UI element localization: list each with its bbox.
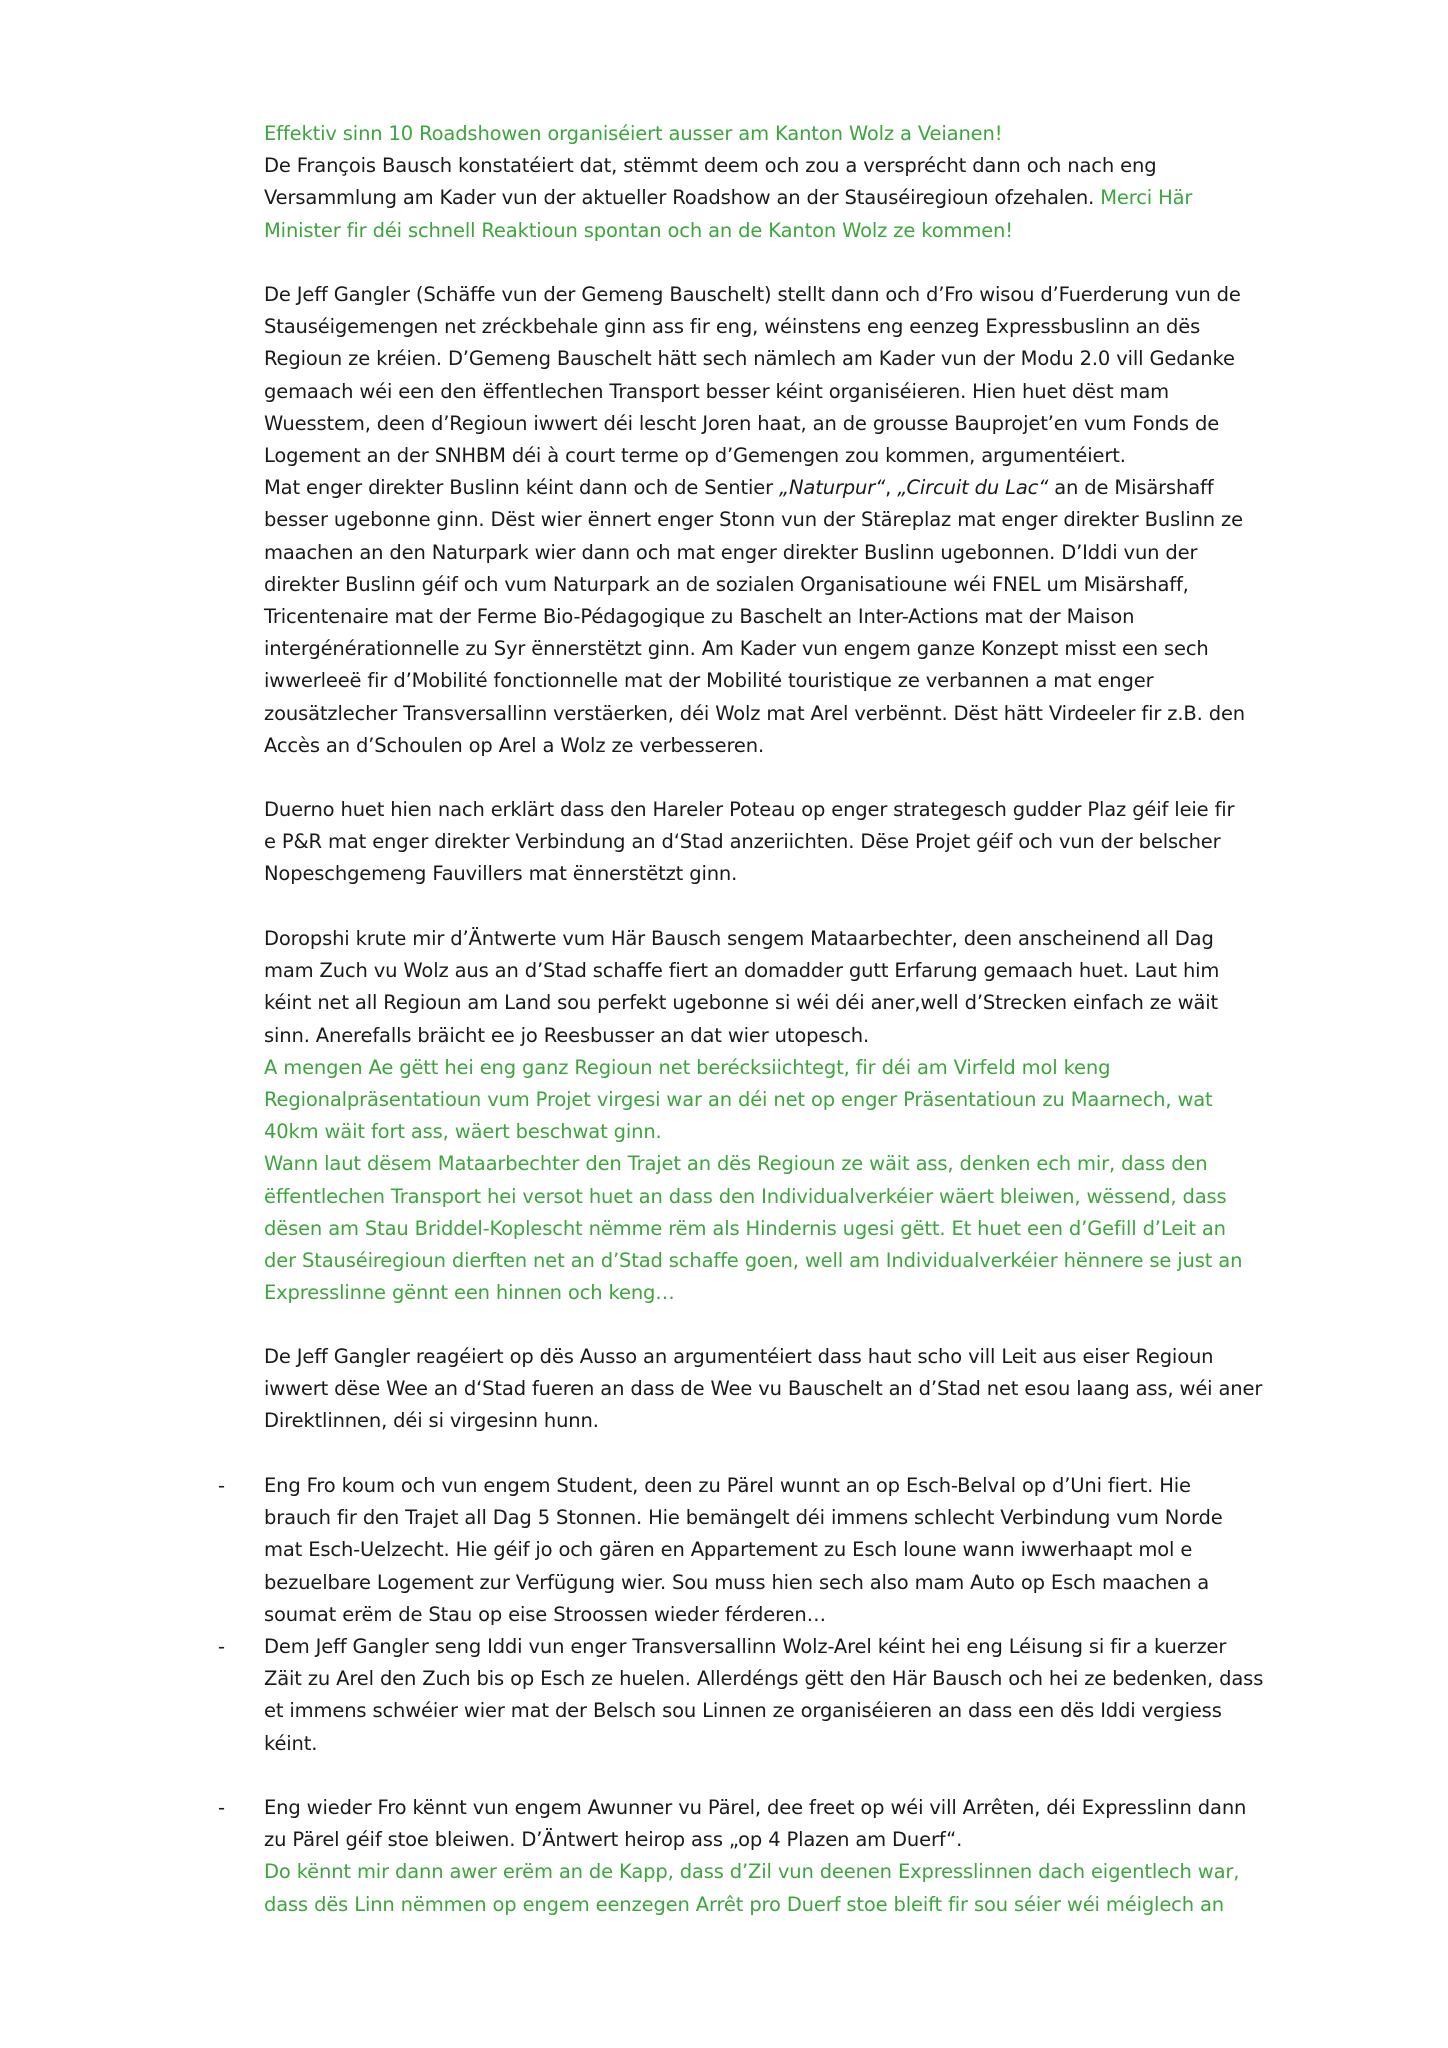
body-text: Logement an der SNHBM déi à court terme op d’Gemengen zou kommen, argumentéiert. — [264, 444, 1126, 468]
text-line — [264, 504, 1304, 536]
text-line — [264, 730, 1304, 762]
text-line — [264, 1148, 1304, 1180]
text-line — [264, 1824, 1304, 1856]
bullet-transversal-line — [264, 1631, 1304, 1760]
body-text: Versammlung am Kader vun der aktueller Roadshow an der Stauséiregioun ofzehalen. — [264, 186, 1101, 210]
highlighted-text: der Stauséiregioun dierften net an d’Stad schaffe goen, well am Individualverkéier hënnere se just an — [264, 1249, 1243, 1273]
text-line — [264, 1856, 1304, 1888]
highlighted-text: A mengen Ae gëtt hei eng ganz Regioun net berécksiichtegt, fir déi am Virfeld mol keng — [264, 1055, 1111, 1079]
highlighted-text: Effektiv sinn 10 Roadshowen organiséiert ausser am Kanton Wolz a Veianen! — [264, 122, 1003, 145]
text-line — [264, 1889, 1304, 1921]
body-text: De Jeff Gangler (Schäffe vun der Gemeng Bauschelt) stellt dann och d’Fro wisou d’Fuerderung vun de — [264, 283, 1241, 306]
text-line — [264, 1599, 1304, 1631]
body-text: bezuelbare Logement zur Verfügung wier. Sou muss hien sech also mam Auto op Esch maachen a — [264, 1570, 1210, 1594]
body-text: Regioun ze kréien. D’Gemeng Bauschelt hätt sech nämlech am Kader vun der Modu 2.0 vill Gedanke — [264, 347, 1235, 371]
body-text: mam Zuch vu Wolz aus an d’Stad schaffe fiert an domadder gutt Erfarung gemaach huet. Laut him — [264, 959, 1220, 983]
text-line — [264, 376, 1304, 408]
text-line — [264, 1084, 1304, 1116]
text-line — [264, 1277, 1304, 1309]
text-line — [264, 1631, 1304, 1663]
text-line — [264, 440, 1304, 472]
body-text: Dem Jeff Gangler seng Iddi vun enger Transversallinn Wolz-Arel kéint hei eng Léisung si fir a kuerzer — [264, 1635, 1227, 1658]
body-text: e P&R mat enger direkter Verbindung an d‘Stad anzeriichten. Dëse Projet géif och vun der belscher — [264, 830, 1221, 854]
body-text: gemaach wéi een den ëffentlechen Transport besser kéint organiséieren. Hien huet dëst mam — [264, 379, 1169, 403]
text-line — [264, 311, 1304, 343]
text-line — [264, 1728, 1304, 1760]
text-line — [264, 537, 1304, 569]
body-text: soumat erëm de Stau op eise Stroossen wieder férderen… — [264, 1602, 826, 1626]
body-text: Eng Fro koum och vun engem Student, deen zu Pärel wunnt an op Esch-Belval op d’Uni fiert. Hie — [264, 1474, 1191, 1497]
bullet-dash: - — [218, 1635, 226, 1658]
text-line — [264, 1695, 1304, 1727]
highlighted-text: dësen am Stau Briddel-Koplescht nëmme rëm als Hindernis ugesi gëtt. Et huet een d’Gefill d’Leit an — [264, 1216, 1226, 1240]
body-text: an de Misärshaff — [1048, 476, 1214, 500]
body-text: iwwerleeë fir d’Mobilité fonctionnelle mat der Mobilité touristique ze verbannen a mat enger — [264, 669, 1154, 693]
body-text: kéint. — [264, 1731, 318, 1755]
highlighted-text: Do kënnt mir dann awer erëm an de Kapp, dass d’Zil vun deenen Expresslinnen dach eigentlech war, — [264, 1860, 1240, 1884]
text-line — [264, 987, 1304, 1019]
body-text: maachen an den Naturpark wier dann och mat enger direkter Buslinn ugebonnen. D’Iddi vun der — [264, 540, 1198, 564]
text-line — [264, 858, 1304, 890]
text-line — [264, 1052, 1304, 1084]
body-text: iwwert dëse Wee an d‘Stad fueren an dass de Wee vu Bauschelt an d’Stad net esou laang ass, wéi aner — [264, 1377, 1263, 1401]
body-text: Nopeschgemeng Fauvillers mat ënnerstëtzt ginn. — [264, 862, 738, 886]
text-line — [264, 1116, 1304, 1148]
highlighted-text: Expresslinne gënnt een hinnen och keng… — [264, 1281, 675, 1305]
text-line — [264, 343, 1304, 375]
body-text: Mat enger direkter Buslinn kéint dann och de Sentier — [264, 476, 780, 500]
text-line — [264, 408, 1304, 440]
text-line — [264, 1502, 1304, 1534]
body-text: „Circuit du Lac“ — [897, 476, 1049, 500]
paragraph-roadshow — [264, 118, 1304, 247]
highlighted-text: Wann laut dësem Mataarbechter den Trajet an dës Regioun ze wäit ass, denken ech mir, dass den — [264, 1152, 1208, 1176]
body-text: Accès an d’Schoulen op Arel a Wolz ze verbesseren. — [264, 733, 765, 757]
text-line — [264, 1341, 1304, 1373]
text-line — [264, 1470, 1304, 1502]
body-text: De Jeff Gangler reagéiert op dës Ausso an argumentéiert dass haut scho vill Leit aus eiser Regioun — [264, 1345, 1214, 1368]
text-line — [264, 1181, 1304, 1213]
text-line — [264, 955, 1304, 987]
body-text: Duerno huet hien nach erklärt dass den Hareler Poteau op enger strategesch gudder Plaz géif leie fir — [264, 798, 1235, 821]
bullet-student-question — [264, 1470, 1304, 1631]
body-text: Eng wieder Fro kënnt vun engem Awunner vu Pärel, dee freet op wéi vill Arrêten, déi Expresslinn dann — [264, 1796, 1247, 1819]
bullet-dash: - — [218, 1796, 226, 1819]
body-text: „Naturpur“ — [779, 476, 886, 500]
body-text: Stauséigemengen net zréckbehale ginn ass fir eng, wéinstens eng eenzeg Expressbuslinn an dës — [264, 315, 1201, 339]
body-text: Tricentenaire mat der Ferme Bio-Pédagogique zu Baschelt an Inter-Actions mat der Maison — [264, 605, 1135, 629]
body-text: brauch fir den Trajet all Dag 5 Stonnen. Hie bemängelt déi immens schlecht Verbindung vum Norde — [264, 1506, 1223, 1530]
text-line — [264, 1245, 1304, 1277]
body-text: intergénérationnelle zu Syr ënnerstëtzt ginn. Am Kader vun engem ganze Konzept misst een sech — [264, 637, 1209, 661]
text-line — [264, 633, 1304, 665]
paragraph-jeff-gangler-question — [264, 279, 1304, 762]
highlighted-text: Merci Här — [1100, 186, 1193, 210]
text-line — [264, 601, 1304, 633]
text-line — [264, 182, 1304, 214]
body-text: Zäit zu Arel den Zuch bis op Esch ze huelen. Allerdéngs gëtt den Här Bausch och hei ze bedenken, dass — [264, 1667, 1264, 1691]
body-text: direkter Buslinn géif och vum Naturpark an de sozialen Organisatioune wéi FNEL um Misärshaff, — [264, 572, 1189, 596]
paragraph-mataarbechter-answer — [264, 923, 1304, 1309]
body-text: besser ugebonne ginn. Dëst wier ënnert enger Stonn vun der Stäreplaz mat enger direkter Buslinn ze — [264, 508, 1243, 532]
text-line — [264, 569, 1304, 601]
text-line — [264, 215, 1304, 247]
text-line — [264, 1534, 1304, 1566]
body-text: Direktlinnen, déi si virgesinn hunn. — [264, 1409, 599, 1433]
highlighted-text: ëffentlechen Transport hei versot huet an dass den Individualverkéier wäert bleiwen, wëssend, dass — [264, 1184, 1227, 1208]
body-text: , — [885, 476, 898, 500]
text-line — [264, 1373, 1304, 1405]
body-text: zu Pärel géif stoe bleiwen. D’Äntwert heirop ass „op 4 Plazen am Duerf“. — [264, 1828, 963, 1852]
highlighted-text: Minister fir déi schnell Reaktioun spontan och an de Kanton Wolz ze kommen! — [264, 218, 1013, 242]
text-line — [264, 472, 1304, 504]
highlighted-text: 40km wäit fort ass, wäert beschwat ginn. — [264, 1120, 662, 1144]
text-line — [264, 923, 1304, 955]
text-line — [264, 826, 1304, 858]
paragraph-hareler-poteau — [264, 794, 1304, 891]
text-line — [264, 698, 1304, 730]
body-text: et immens schwéier wier mat der Belsch sou Linnen ze organiséieren an dass een dës Iddi vergiess — [264, 1699, 1222, 1723]
text-line — [264, 1663, 1304, 1695]
text-line — [264, 1567, 1304, 1599]
text-line — [264, 150, 1304, 182]
body-text: Doropshi krute mir d’Äntwerte vum Här Bausch sengem Mataarbechter, deen anscheinend all Dag — [264, 927, 1214, 950]
bullet-paerel-stops — [264, 1792, 1304, 1921]
text-line — [264, 1213, 1304, 1245]
body-text: sinn. Anerefalls bräicht ee jo Reesbusser an dat wier utopesch. — [264, 1023, 870, 1047]
text-line — [264, 1020, 1304, 1052]
text-line — [264, 665, 1304, 697]
body-text: zousätzlecher Transversallinn verstäerken, déi Wolz mat Arel verbënnt. Dëst hätt Virdeeler fir z.B. den — [264, 701, 1246, 725]
text-line — [264, 794, 1304, 826]
text-line — [264, 279, 1304, 311]
bullet-dash: - — [218, 1474, 226, 1497]
highlighted-text: Regionalpräsentatioun vum Projet virgesi war an déi net op enger Präsentatioun zu Maarnech, wat — [264, 1088, 1213, 1112]
body-text: De François Bausch konstatéiert dat, stëmmt deem och zou a versprécht dann och nach eng — [264, 154, 1157, 178]
body-text: mat Esch-Uelzecht. Hie géif jo och gären en Appartement zu Esch loune wann iwwerhaapt mol e — [264, 1538, 1193, 1562]
text-line — [264, 118, 1304, 150]
body-text: kéint net all Regioun am Land sou perfekt ugebonne si wéi déi aner,well d’Strecken einfach ze wäit — [264, 991, 1219, 1015]
body-text: Wuesstem, deen d’Regioun iwwert déi lescht Joren haat, an de grousse Bauprojet’en vum Fonds de — [264, 411, 1220, 435]
highlighted-text: dass dës Linn nëmmen op engem eenzegen Arrêt pro Duerf stoe bleift fir sou séier wéi méiglech an — [264, 1892, 1225, 1916]
text-line — [264, 1792, 1304, 1824]
text-line — [264, 1405, 1304, 1437]
paragraph-gangler-reaction — [264, 1341, 1304, 1438]
